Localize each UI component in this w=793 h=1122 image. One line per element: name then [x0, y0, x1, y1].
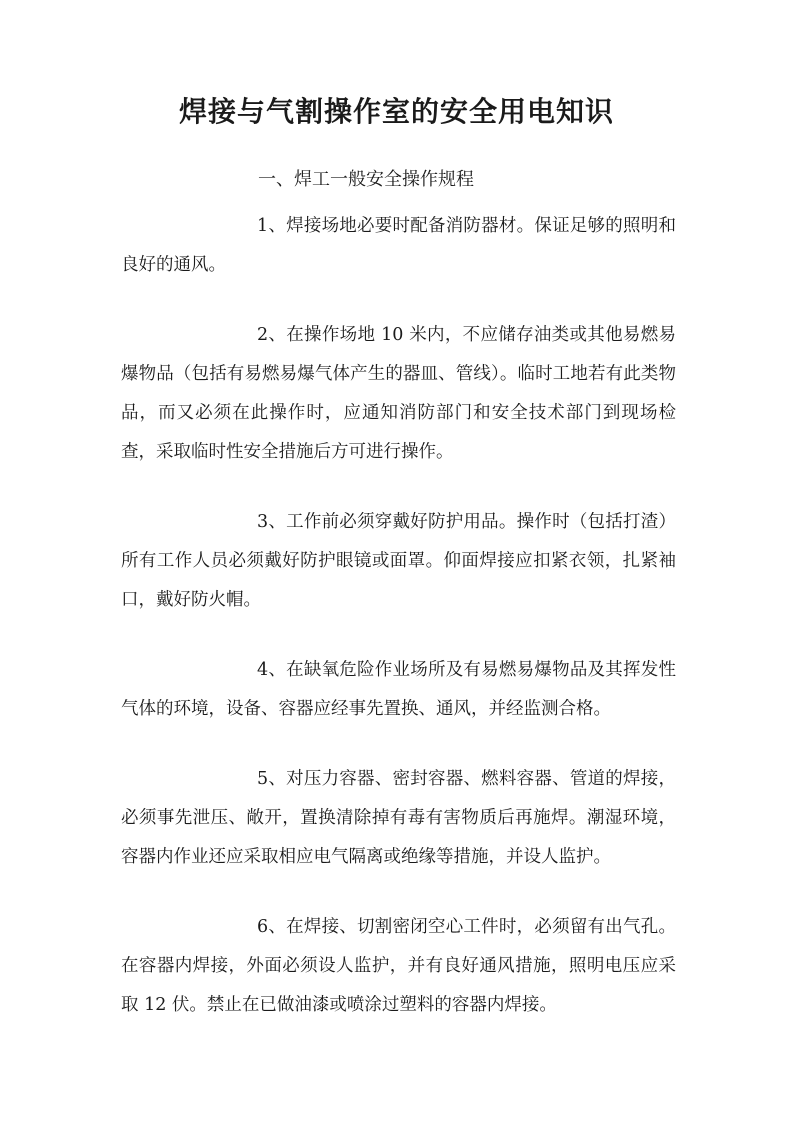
rule-paragraph-3: 3、工作前必须穿戴好防护用品。操作时（包括打渣）所有工作人员必须戴好防护眼镜或面罩。仰面焊接应扣紧衣领，扎紧袖口，戴好防火帽。 — [121, 512, 676, 610]
document-body — [121, 207, 676, 1056]
section-heading: 一、焊工一般安全操作规程 — [258, 169, 474, 190]
rule-paragraph-1: 1、焊接场地必要时配备消防器材。保证足够的照明和良好的通风。 — [121, 216, 676, 275]
rule-paragraph-2: 2、在操作场地 10 米内，不应储存油类或其他易燃易爆物品（包括有易燃易爆气体产生的器皿、管线）。临时工地若有此类物品，而又必须在此操作时，应通知消防部门和安全技术部门到现场检查，采取临时性安全措施后方可进行操作。 — [121, 325, 676, 462]
rule-paragraph-6: 6、在焊接、切割密闭空心工件时，必须留有出气孔。在容器内焊接，外面必须设人监护，并有良好通风措施，照明电压应采取 12 伏。禁止在已做油漆或喷涂过塑料的容器内焊接。 — [121, 917, 676, 1015]
rule-paragraph-4: 4、在缺氧危险作业场所及有易燃易爆物品及其挥发性气体的环境，设备、容器应经事先置换、通风，并经监测合格。 — [121, 660, 676, 719]
rule-paragraph-5: 5、对压力容器、密封容器、燃料容器、管道的焊接，必须事先泄压、敞开，置换清除掉有毒有害物质后再施焊。潮湿环境，容器内作业还应采取相应电气隔离或绝缘等措施，并设人监护。 — [121, 769, 676, 867]
document-title: 焊接与气割操作室的安全用电知识 — [178, 95, 614, 128]
